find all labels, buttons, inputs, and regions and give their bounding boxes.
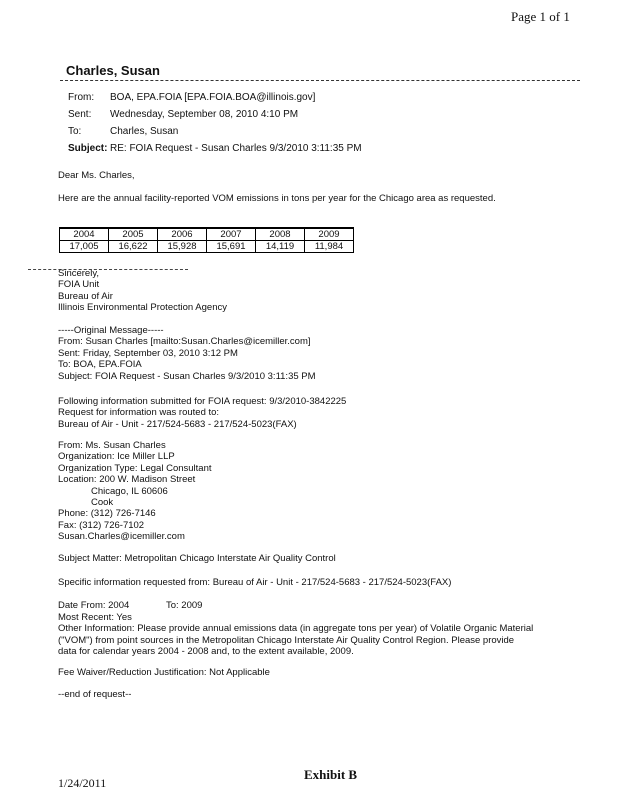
request-line: Following information submitted for FOIA request: 9/3/2010-3842225 [58, 396, 347, 407]
to-label: To: [68, 126, 82, 137]
original-subject: Subject: FOIA Request - Susan Charles 9/3/2010 3:11:35 PM [58, 370, 316, 382]
end-of-request: --end of request-- [58, 689, 132, 700]
date-from: Date From: 2004 [58, 600, 130, 611]
to-value: Charles, Susan [110, 126, 179, 137]
subject-matter: Subject Matter: Metropolitan Chicago Interstate Air Quality Control [58, 553, 336, 564]
intro-text: Here are the annual facility-reported VOM emissions in tons per year for the Chicago area as requested. [58, 193, 496, 204]
original-from: From: Susan Charles [mailto:Susan.Charles@icemiller.com] [58, 336, 311, 348]
sent-value: Wednesday, September 08, 2010 4:10 PM [110, 109, 299, 120]
request-line: Bureau of Air - Unit - 217/524-5683 - 217/524-5023(FAX) [58, 418, 297, 430]
requester-county: Cook [91, 497, 114, 509]
value-cell: 17,005 [60, 241, 109, 253]
value-cell: 15,691 [207, 241, 256, 253]
requester-info [58, 440, 212, 543]
date-to: To: 2009 [166, 600, 203, 611]
sender-name: Charles, Susan [66, 63, 160, 78]
year-cell: 2009 [305, 228, 354, 241]
signature-unit: FOIA Unit [58, 279, 100, 291]
signature-bureau: Bureau of Air [58, 290, 113, 302]
requester-location: Location: 200 W. Madison Street [58, 474, 196, 486]
greeting: Dear Ms. Charles, [58, 170, 135, 181]
request-line: Request for information was routed to: [58, 407, 220, 419]
original-sent: Sent: Friday, September 03, 2010 3:12 PM [58, 347, 238, 359]
requester-org-type: Organization Type: Legal Consultant [58, 462, 212, 474]
requester-city: Chicago, IL 60606 [91, 485, 168, 497]
value-cell: 11,984 [305, 241, 354, 253]
value-cell: 15,928 [158, 241, 207, 253]
year-cell: 2008 [256, 228, 305, 241]
year-cell: 2005 [109, 228, 158, 241]
other-info-line: Other Information: Please provide annual emissions data (in aggregate tons per year) of Volatile Organic Material [58, 623, 534, 635]
from-label: From: [68, 92, 95, 103]
year-cell: 2007 [207, 228, 256, 241]
signature-block [58, 268, 227, 314]
stamp-date: 1/24/2011 [58, 776, 107, 790]
from-value: BOA, EPA.FOIA [EPA.FOIA.BOA@illinois.gov] [110, 92, 316, 103]
exhibit-label: Exhibit B [304, 767, 358, 782]
requester-phone: Phone: (312) 726-7146 [58, 508, 156, 520]
subject-value: RE: FOIA Request - Susan Charles 9/3/2010 3:11:35 PM [110, 143, 362, 154]
fee-waiver: Fee Waiver/Reduction Justification: Not Applicable [58, 667, 270, 678]
year-cell: 2004 [60, 228, 109, 241]
specific-info: Specific information requested from: Bureau of Air - Unit - 217/524-5683 - 217/524-5023(FAX) [58, 577, 452, 588]
most-recent: Most Recent: Yes [58, 612, 132, 623]
page-number: Page 1 of 1 [511, 9, 570, 24]
subject-label: Subject: [68, 143, 108, 154]
table-row [60, 241, 354, 253]
year-cell: 2006 [158, 228, 207, 241]
original-to: To: BOA, EPA.FOIA [58, 359, 142, 371]
other-information [58, 612, 533, 658]
requester-from: From: Ms. Susan Charles [58, 440, 166, 451]
request-routing [58, 396, 346, 430]
vom-emissions-table [59, 227, 354, 253]
requester-organization: Organization: Ice Miller LLP [58, 451, 175, 463]
original-marker: -----Original Message----- [58, 325, 164, 336]
requester-email: Susan.Charles@icemiller.com [58, 531, 185, 543]
requester-fax: Fax: (312) 726-7102 [58, 519, 145, 531]
closing: Sincerely, [58, 268, 100, 279]
original-message [58, 325, 316, 382]
sent-label: Sent: [68, 109, 92, 120]
value-cell: 14,119 [256, 241, 305, 253]
table-header-row [60, 228, 354, 241]
other-info-line: ("VOM") from point sources in the Metropolitan Chicago Interstate Air Quality Control Region. Please provide [58, 634, 515, 646]
header-divider [60, 80, 580, 81]
other-info-line: data for calendar years 2004 - 2008 and, to the extent available, 2009. [58, 646, 354, 658]
signature-agency: Illinois Environmental Protection Agency [58, 302, 227, 314]
value-cell: 16,622 [109, 241, 158, 253]
